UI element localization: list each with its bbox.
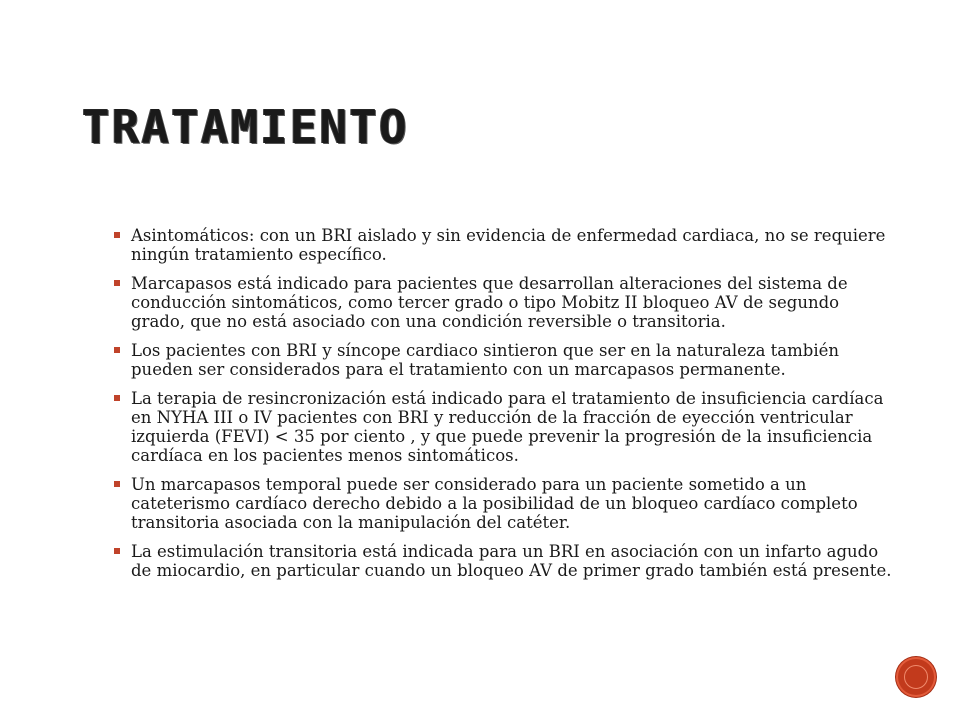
square-bullet-icon xyxy=(114,232,120,238)
logo-ring xyxy=(904,665,928,689)
square-bullet-icon xyxy=(114,347,120,353)
bullet-text: Los pacientes con BRI y síncope cardiaco sintieron que ser en la naturaleza también pueden ser considerados para el tratamiento con un marcapasos permanente. xyxy=(131,341,840,379)
list-item xyxy=(112,274,892,331)
square-bullet-icon xyxy=(114,280,120,286)
list-item xyxy=(112,389,892,465)
square-bullet-icon xyxy=(114,395,120,401)
bullet-text: Asintomáticos: con un BRI aislado y sin evidencia de enfermedad cardiaca, no se requiere ningún tratamiento específico. xyxy=(131,226,886,264)
list-item xyxy=(112,226,892,264)
bullet-text: La estimulación transitoria está indicada para un BRI en asociación con un infarto agudo de miocardio, en particular cuando un bloqueo AV de primer grado también está presente. xyxy=(131,542,892,580)
bullet-text: La terapia de resincronización está indicado para el tratamiento de insuficiencia cardíaca en NYHA III o IV pacientes con BRI y reducción de la fracción de eyección ventricular izquierda (FEVI) < 35 por ciento , y que puede prevenir la progresión de la insuficiencia cardíaca en los pacientes menos sintomáticos. xyxy=(131,389,884,465)
square-bullet-icon xyxy=(114,481,120,487)
square-bullet-icon xyxy=(114,548,120,554)
list-item xyxy=(112,542,892,580)
bullet-text: Marcapasos está indicado para pacientes que desarrollan alteraciones del sistema de conducción sintomáticos, como tercer grado o tipo Mobitz II bloqueo AV de segundo grado, que no está asociado con una condición reversible o transitoria. xyxy=(131,274,848,331)
list-item xyxy=(112,475,892,532)
circle-logo-icon xyxy=(896,657,936,697)
bullet-list xyxy=(112,226,892,590)
bullet-text: Un marcapasos temporal puede ser considerado para un paciente sometido a un cateterismo cardíaco derecho debido a la posibilidad de un bloqueo cardíaco completo transitoria asociada con la manipulación del catéter. xyxy=(131,475,858,532)
list-item xyxy=(112,341,892,379)
slide-title: TRATAMIENTO xyxy=(82,100,409,154)
